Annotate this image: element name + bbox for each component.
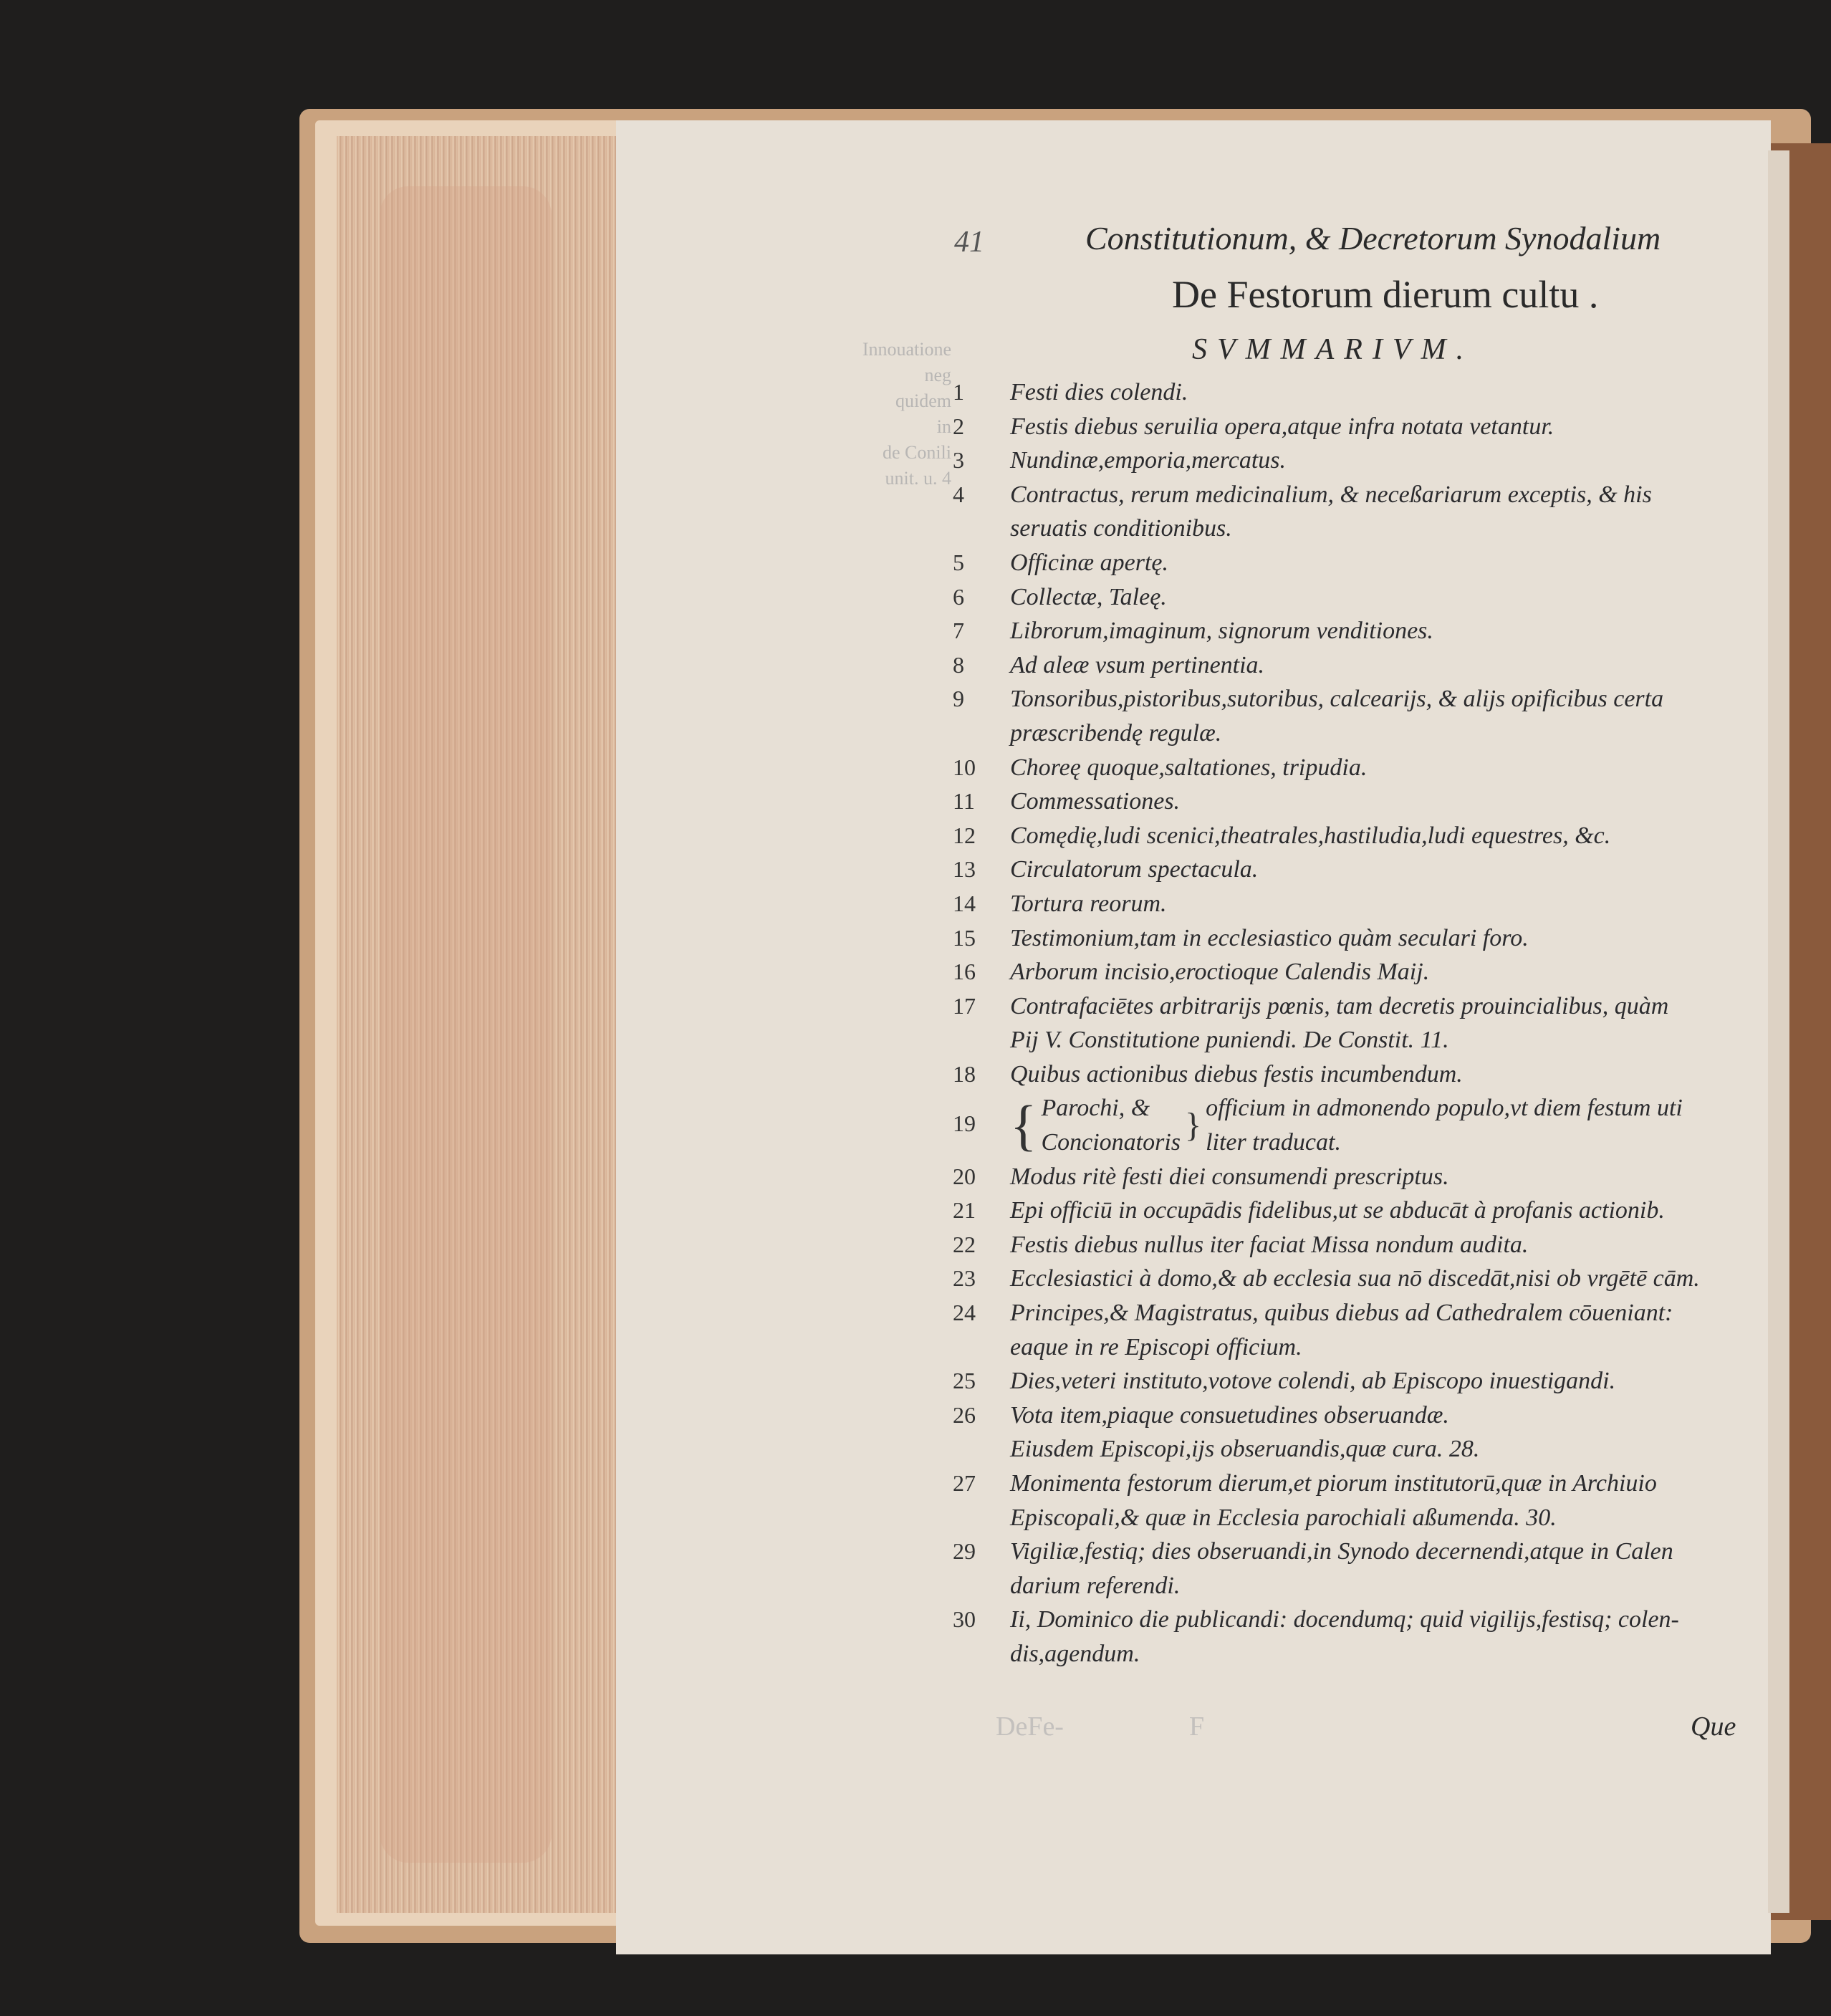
summary-list <box>953 375 1777 1671</box>
page-edge-stain <box>380 186 552 1863</box>
catchword: Que <box>1691 1712 1736 1742</box>
list-item: 29 Vigiliæ,festiq; dies obseruandi,in Synodo decernendi,atque in Calen darium referendi. <box>953 1538 1673 1599</box>
list-item: 23 Ecclesiastici à domo,& ab ecclesia sua nō discedāt,nisi ob vrgētē cām. <box>953 1265 1700 1292</box>
list-item: 7 Librorum,imaginum, signorum venditiones. <box>953 618 1433 645</box>
list-item: 11 Commessationes. <box>953 788 1181 815</box>
list-item: 6 Collectæ, Taleę. <box>953 583 1167 610</box>
list-item: 14 Tortura reorum. <box>953 890 1167 917</box>
list-item-braced: 19 { Parochi, & Concionatoris } officium in admonendo populo,vt diem festum uti liter traducat. <box>953 1094 1683 1157</box>
list-item: 2 Festis diebus seruilia opera,atque infra notata vetantur. <box>953 413 1554 440</box>
list-item: 4 Contractus, rerum medicinalium, & neceßariarum exceptis, & his seruatis conditionibus. <box>953 481 1652 542</box>
list-item: 27 Monimenta festorum dierum,et piorum institutorū,quæ in Archiuio Episcopali,& quæ in Ecclesia parochiali aßumenda. 30. <box>953 1470 1657 1531</box>
list-item: 10 Choreę quoque,saltationes, tripudia. <box>953 754 1368 781</box>
list-item: 12 Comędię,ludi scenici,theatrales,hastiludia,ludi equestres, &c. <box>953 822 1611 849</box>
show-through-text: Innouatione neg quidem in de Conili unit. u. 4 <box>862 339 951 489</box>
list-item: 30 Ii, Dominico die publicandi: docendumq; quid vigilijs,festisq; colen- dis,agendum. <box>953 1606 1679 1667</box>
left-brace: { <box>1010 1094 1037 1157</box>
list-item: Eiusdem Episcopi,ijs obseruandis,quæ cura. 28. <box>1010 1436 1480 1463</box>
section-title: De Festorum dierum cultu . <box>1172 273 1599 316</box>
list-item: 3 Nundinæ,emporia,mercatus. <box>953 447 1287 474</box>
list-item: 13 Circulatorum spectacula. <box>953 856 1259 883</box>
list-item: 9 Tonsoribus,pistoribus,sutoribus, calcearijs, & alijs opificibus certa præscribendę regulæ. <box>953 686 1664 747</box>
list-item: 8 Ad aleæ vsum pertinentia. <box>953 651 1265 678</box>
list-item: 1 Festi dies colendi. <box>953 379 1188 405</box>
list-item: 20 Modus ritè festi diei consumendi prescriptus. <box>953 1163 1449 1190</box>
list-item: 24 Principes,& Magistratus, quibus diebus ad Cathedralem cōueniant: eaque in re Episcopi officium. <box>953 1300 1673 1360</box>
list-item: 22 Festis diebus nullus iter faciat Missa nondum audita. <box>953 1231 1529 1258</box>
right-brace: } <box>1185 1106 1202 1145</box>
signature-mark: F <box>1189 1712 1205 1742</box>
page-number: 41 <box>954 226 984 259</box>
list-item: 18 Quibus actionibus diebus festis incumbendum. <box>953 1060 1463 1088</box>
list-item: 15 Testimonium,tam in ecclesiastico quàm seculari foro. <box>953 924 1529 951</box>
summary-heading: SVMMARIVM. <box>1192 333 1474 366</box>
list-item: 16 Arborum incisio,eroctioque Calendis Maij. <box>953 959 1430 986</box>
list-item: 26 Vota item,piaque consuetudines obseruandæ. <box>953 1401 1449 1429</box>
bleed-through-text: DeFe- <box>996 1712 1064 1742</box>
running-head: Constitutionum, & Decretorum Synodalium <box>1085 220 1661 256</box>
list-item: 17 Contrafaciētes arbitrarijs pœnis, tam decretis prouincialibus, quàm Pij V. Constitutione puniendi. De Constit. 11. <box>953 992 1669 1054</box>
list-item: 25 Dies,veteri instituto,votove colendi, ab Episcopo inuestigandi. <box>953 1368 1616 1395</box>
list-item: 5 Officinæ apertę. <box>953 549 1168 576</box>
list-item: 21 Epi officiū in occupādis fidelibus,ut se abducāt à profanis actionib. <box>953 1197 1665 1224</box>
